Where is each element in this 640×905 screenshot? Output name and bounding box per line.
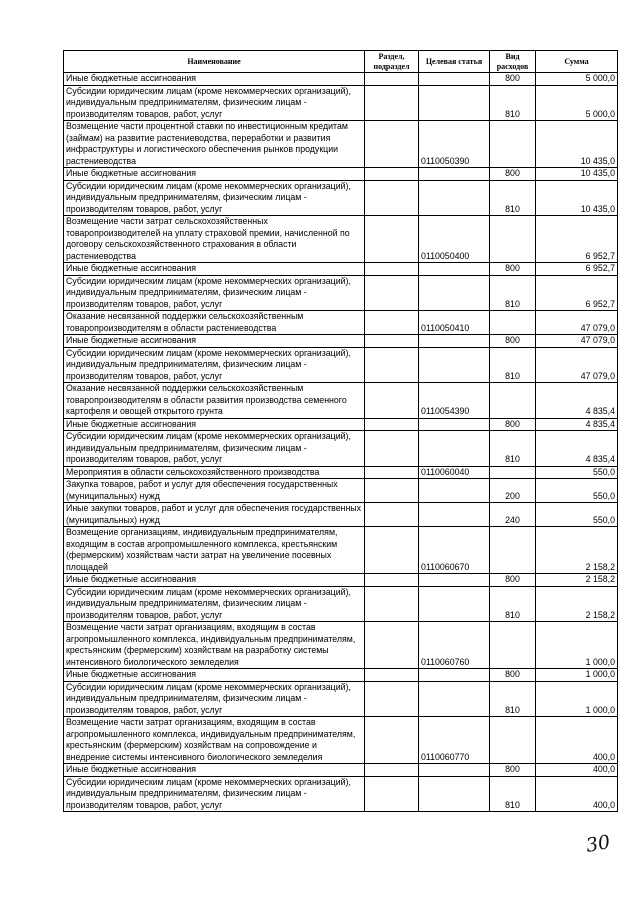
table-row xyxy=(64,764,618,777)
row-sum-cell: 6 952,7 xyxy=(536,216,618,263)
row-target-cell xyxy=(419,335,490,348)
row-sum-cell: 1 000,0 xyxy=(536,681,618,717)
row-target-cell xyxy=(419,347,490,383)
row-name-cell: Иные бюджетные ассигнования xyxy=(64,335,365,348)
row-target-cell: 0110060670 xyxy=(419,527,490,574)
row-sum-cell: 2 158,2 xyxy=(536,574,618,587)
row-section-cell xyxy=(365,85,419,121)
row-type-cell xyxy=(490,466,536,479)
table-row xyxy=(64,121,618,168)
row-section-cell xyxy=(365,168,419,181)
row-section-cell xyxy=(365,622,419,669)
row-target-cell: 0110060040 xyxy=(419,466,490,479)
row-target-cell xyxy=(419,418,490,431)
row-name-cell: Оказание несвязанной поддержки сельскохозяйственным товаропроизводителям в области развития производства семенного картофеля и овощей открытого грунта xyxy=(64,383,365,419)
row-sum-cell: 1 000,0 xyxy=(536,669,618,682)
row-section-cell xyxy=(365,586,419,622)
row-type-cell: 800 xyxy=(490,335,536,348)
table-row xyxy=(64,431,618,467)
row-name-cell: Иные бюджетные ассигнования xyxy=(64,764,365,777)
table-row xyxy=(64,466,618,479)
row-type-cell: 810 xyxy=(490,347,536,383)
row-name-cell: Иные бюджетные ассигнования xyxy=(64,574,365,587)
row-type-cell: 810 xyxy=(490,586,536,622)
row-sum-cell: 10 435,0 xyxy=(536,168,618,181)
row-target-cell xyxy=(419,431,490,467)
col-header-type: Вид расходов xyxy=(490,51,536,73)
row-name-cell: Иные бюджетные ассигнования xyxy=(64,669,365,682)
row-section-cell xyxy=(365,466,419,479)
row-section-cell xyxy=(365,764,419,777)
row-sum-cell: 47 079,0 xyxy=(536,335,618,348)
row-sum-cell: 5 000,0 xyxy=(536,85,618,121)
col-header-section: Раздел, подраздел xyxy=(365,51,419,73)
row-target-cell xyxy=(419,168,490,181)
row-sum-cell: 6 952,7 xyxy=(536,275,618,311)
row-sum-cell: 47 079,0 xyxy=(536,347,618,383)
row-target-cell xyxy=(419,180,490,216)
row-sum-cell: 5 000,0 xyxy=(536,73,618,86)
row-type-cell xyxy=(490,527,536,574)
table-row xyxy=(64,717,618,764)
row-sum-cell: 2 158,2 xyxy=(536,586,618,622)
row-type-cell: 810 xyxy=(490,275,536,311)
row-section-cell xyxy=(365,275,419,311)
row-target-cell xyxy=(419,776,490,812)
row-type-cell xyxy=(490,311,536,335)
row-sum-cell: 10 435,0 xyxy=(536,121,618,168)
row-type-cell: 800 xyxy=(490,764,536,777)
row-name-cell: Субсидии юридическим лицам (кроме некоммерческих организаций), индивидуальным предпринимателям, физическим лицам - производителям товаров, работ, услуг xyxy=(64,586,365,622)
table-row xyxy=(64,85,618,121)
row-section-cell xyxy=(365,717,419,764)
row-name-cell: Закупка товаров, работ и услуг для обеспечения государственных (муниципальных) нужд xyxy=(64,479,365,503)
row-type-cell: 800 xyxy=(490,263,536,276)
row-section-cell xyxy=(365,347,419,383)
table-body xyxy=(64,73,618,812)
row-sum-cell: 1 000,0 xyxy=(536,622,618,669)
row-type-cell xyxy=(490,121,536,168)
row-section-cell xyxy=(365,776,419,812)
row-section-cell xyxy=(365,121,419,168)
row-name-cell: Иные бюджетные ассигнования xyxy=(64,168,365,181)
row-target-cell xyxy=(419,586,490,622)
table-row xyxy=(64,669,618,682)
row-name-cell: Возмещение организациям, индивидуальным предпринимателям, входящим в состав агропромышленного комплекса, крестьянским (фермерским) хозяйствам части затрат на увеличение посевных площадей xyxy=(64,527,365,574)
row-type-cell xyxy=(490,717,536,764)
row-sum-cell: 4 835,4 xyxy=(536,418,618,431)
row-type-cell: 800 xyxy=(490,574,536,587)
row-sum-cell: 2 158,2 xyxy=(536,527,618,574)
table-row xyxy=(64,383,618,419)
row-type-cell xyxy=(490,622,536,669)
row-target-cell: 0110050400 xyxy=(419,216,490,263)
table-row xyxy=(64,311,618,335)
row-section-cell xyxy=(365,216,419,263)
row-section-cell xyxy=(365,311,419,335)
row-name-cell: Оказание несвязанной поддержки сельскохозяйственным товаропроизводителям в области растениеводства xyxy=(64,311,365,335)
row-name-cell: Иные бюджетные ассигнования xyxy=(64,73,365,86)
row-type-cell: 810 xyxy=(490,180,536,216)
row-type-cell: 800 xyxy=(490,73,536,86)
col-header-sum: Сумма xyxy=(536,51,618,73)
table-row xyxy=(64,180,618,216)
row-target-cell: 0110060760 xyxy=(419,622,490,669)
row-target-cell: 0110050390 xyxy=(419,121,490,168)
row-name-cell: Возмещение части процентной ставки по инвестиционным кредитам (займам) на развитие растениеводства, переработки и развития инфраструктуры и логистического обеспечения рынков продукции растениеводства xyxy=(64,121,365,168)
table-row xyxy=(64,527,618,574)
row-target-cell xyxy=(419,479,490,503)
row-section-cell xyxy=(365,574,419,587)
row-section-cell xyxy=(365,180,419,216)
row-target-cell xyxy=(419,764,490,777)
row-section-cell xyxy=(365,335,419,348)
row-type-cell: 800 xyxy=(490,669,536,682)
row-type-cell: 810 xyxy=(490,681,536,717)
table-row xyxy=(64,574,618,587)
row-target-cell: 0110050410 xyxy=(419,311,490,335)
row-target-cell xyxy=(419,85,490,121)
row-target-cell xyxy=(419,73,490,86)
row-name-cell: Иные бюджетные ассигнования xyxy=(64,263,365,276)
row-sum-cell: 6 952,7 xyxy=(536,263,618,276)
row-section-cell xyxy=(365,431,419,467)
table-row xyxy=(64,479,618,503)
row-name-cell: Иные бюджетные ассигнования xyxy=(64,418,365,431)
row-type-cell: 240 xyxy=(490,503,536,527)
row-section-cell xyxy=(365,383,419,419)
row-target-cell: 0110054390 xyxy=(419,383,490,419)
row-target-cell xyxy=(419,681,490,717)
row-type-cell: 200 xyxy=(490,479,536,503)
row-type-cell xyxy=(490,383,536,419)
table-row xyxy=(64,418,618,431)
row-section-cell xyxy=(365,681,419,717)
row-target-cell xyxy=(419,574,490,587)
row-name-cell: Мероприятия в области сельскохозяйственного производства xyxy=(64,466,365,479)
row-sum-cell: 4 835,4 xyxy=(536,383,618,419)
row-section-cell xyxy=(365,73,419,86)
row-section-cell xyxy=(365,479,419,503)
row-sum-cell: 47 079,0 xyxy=(536,311,618,335)
row-type-cell: 810 xyxy=(490,776,536,812)
row-sum-cell: 550,0 xyxy=(536,503,618,527)
row-type-cell: 810 xyxy=(490,431,536,467)
row-section-cell xyxy=(365,503,419,527)
table-row xyxy=(64,168,618,181)
row-name-cell: Субсидии юридическим лицам (кроме некоммерческих организаций), индивидуальным предпринимателям, физическим лицам - производителям товаров, работ, услуг xyxy=(64,85,365,121)
row-type-cell: 800 xyxy=(490,418,536,431)
row-name-cell: Субсидии юридическим лицам (кроме некоммерческих организаций), индивидуальным предпринимателям, физическим лицам - производителям товаров, работ, услуг xyxy=(64,431,365,467)
row-sum-cell: 400,0 xyxy=(536,717,618,764)
budget-table xyxy=(63,50,618,812)
row-sum-cell: 550,0 xyxy=(536,466,618,479)
table-row xyxy=(64,503,618,527)
row-name-cell: Возмещение части затрат сельскохозяйственных товаропроизводителей на уплату страховой премии, начисленной по договору сельскохозяйственного страхования в области растениеводства xyxy=(64,216,365,263)
row-type-cell: 810 xyxy=(490,85,536,121)
table-row xyxy=(64,622,618,669)
table-row xyxy=(64,335,618,348)
row-target-cell: 0110060770 xyxy=(419,717,490,764)
row-sum-cell: 400,0 xyxy=(536,776,618,812)
row-section-cell xyxy=(365,263,419,276)
row-type-cell: 800 xyxy=(490,168,536,181)
col-header-name: Наименование xyxy=(64,51,365,73)
table-row xyxy=(64,681,618,717)
row-name-cell: Субсидии юридическим лицам (кроме некоммерческих организаций), индивидуальным предпринимателям, физическим лицам - производителям товаров, работ, услуг xyxy=(64,180,365,216)
row-sum-cell: 10 435,0 xyxy=(536,180,618,216)
table-row xyxy=(64,216,618,263)
col-header-target: Целевая статья xyxy=(419,51,490,73)
row-sum-cell: 550,0 xyxy=(536,479,618,503)
row-sum-cell: 400,0 xyxy=(536,764,618,777)
table-row xyxy=(64,275,618,311)
row-name-cell: Иные закупки товаров, работ и услуг для обеспечения государственных (муниципальных) нужд xyxy=(64,503,365,527)
row-target-cell xyxy=(419,503,490,527)
table-header-row xyxy=(64,51,618,73)
table-row xyxy=(64,263,618,276)
table-row xyxy=(64,73,618,86)
table-row xyxy=(64,586,618,622)
row-section-cell xyxy=(365,527,419,574)
row-name-cell: Возмещение части затрат организациям, входящим в состав агропромышленного комплекса, индивидуальным предпринимателям, крестьянским (фермерским) хозяйствам на сопровождение и внедрение системы интенсивного биологического земледелия xyxy=(64,717,365,764)
table-row xyxy=(64,347,618,383)
row-section-cell xyxy=(365,418,419,431)
table-row xyxy=(64,776,618,812)
page-number: 30 xyxy=(584,831,612,857)
row-target-cell xyxy=(419,275,490,311)
row-type-cell xyxy=(490,216,536,263)
row-section-cell xyxy=(365,669,419,682)
row-target-cell xyxy=(419,263,490,276)
row-name-cell: Субсидии юридическим лицам (кроме некоммерческих организаций), индивидуальным предпринимателям, физическим лицам - производителям товаров, работ, услуг xyxy=(64,275,365,311)
row-name-cell: Субсидии юридическим лицам (кроме некоммерческих организаций), индивидуальным предпринимателям, физическим лицам - производителям товаров, работ, услуг xyxy=(64,347,365,383)
row-name-cell: Субсидии юридическим лицам (кроме некоммерческих организаций), индивидуальным предпринимателям, физическим лицам - производителям товаров, работ, услуг xyxy=(64,681,365,717)
row-name-cell: Возмещение части затрат организациям, входящим в состав агропромышленного комплекса, индивидуальным предпринимателям, крестьянским (фермерским) хозяйствам на разработку системы интенсивного биологического земледелия xyxy=(64,622,365,669)
row-name-cell: Субсидии юридическим лицам (кроме некоммерческих организаций), индивидуальным предпринимателям, физическим лицам - производителям товаров, работ, услуг xyxy=(64,776,365,812)
row-sum-cell: 4 835,4 xyxy=(536,431,618,467)
row-target-cell xyxy=(419,669,490,682)
